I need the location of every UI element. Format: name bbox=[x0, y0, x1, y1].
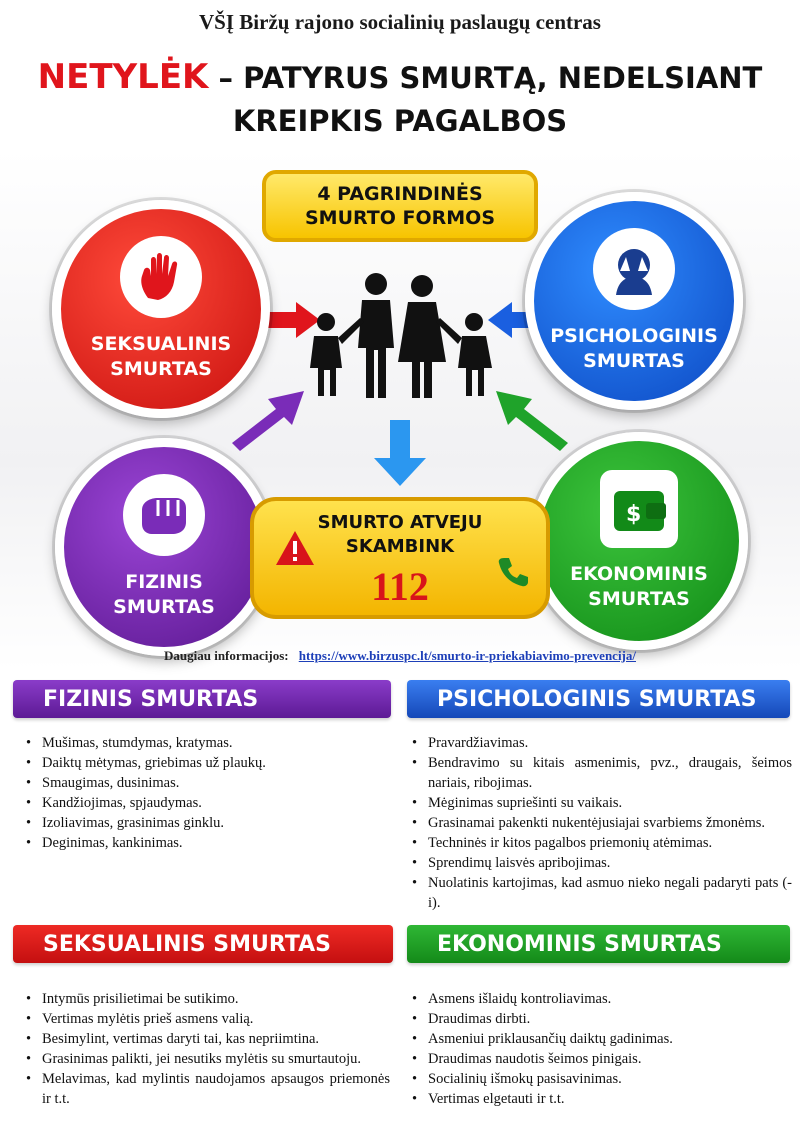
economic-list bbox=[408, 989, 788, 1109]
list-item: • Kandžiojimas, spjaudymas. bbox=[22, 793, 382, 813]
call-text-line-2: SKAMBINK bbox=[345, 536, 455, 557]
list-item: • Draudimas dirbti. bbox=[408, 1009, 788, 1029]
list-item: • Nuolatinis kartojimas, kad asmuo nieko negali padaryti pats (-i). bbox=[408, 873, 792, 913]
more-info-label: Daugiau informacijos: bbox=[164, 648, 289, 663]
headline-highlight: NETYLĖK bbox=[37, 57, 209, 97]
list-item: • Grasinamai pakenkti nukentėjusiajai svarbiems žmonėms. bbox=[408, 813, 792, 833]
list-item: • Grasinimas palikti, jei nesutiks mylėtis su smurtautoju. bbox=[22, 1049, 390, 1069]
physical-label-line-2: SMURTAS bbox=[113, 596, 215, 618]
list-item: • Mušimas, stumdymas, kratymas. bbox=[22, 733, 382, 753]
list-item: • Vertimas mylėtis prieš asmens valią. bbox=[22, 1009, 390, 1029]
headline-line-1: – PATYRUS SMURTĄ, NEDELSIANT bbox=[208, 61, 763, 95]
physical-violence-circle bbox=[55, 438, 273, 656]
list-item: • Pravardžiavimas. bbox=[408, 733, 792, 753]
list-item: • Socialinių išmokų pasisavinimas. bbox=[408, 1069, 788, 1089]
svg-text:$: $ bbox=[626, 502, 642, 527]
psych-label-line-2: SMURTAS bbox=[583, 350, 685, 372]
emergency-call-box bbox=[250, 497, 550, 619]
list-item: • Vertimas elgetauti ir t.t. bbox=[408, 1089, 788, 1109]
forms-banner-line-1: 4 PAGRINDINĖS bbox=[317, 183, 483, 205]
list-item: • Asmeniui priklausančių daiktų gadinimas. bbox=[408, 1029, 788, 1049]
psychological-violence-circle bbox=[525, 192, 743, 410]
headline bbox=[0, 58, 800, 140]
forms-banner-line-2: SMURTO FORMOS bbox=[304, 207, 496, 229]
list-item: • Intymūs prisilietimai be sutikimo. bbox=[22, 989, 390, 1009]
physical-list bbox=[22, 733, 382, 853]
list-item: • Sprendimų laisvės apribojimas. bbox=[408, 853, 792, 873]
more-info-line bbox=[0, 648, 800, 664]
fist-icon bbox=[123, 474, 205, 556]
sexual-label-line-2: SMURTAS bbox=[110, 358, 212, 380]
forms-banner bbox=[262, 170, 538, 242]
list-item: • Besimylint, vertimas daryti tai, kas nepriimtina. bbox=[22, 1029, 390, 1049]
economic-label-line-1: EKONOMINIS bbox=[570, 563, 708, 585]
call-text-line-1: SMURTO ATVEJU bbox=[317, 512, 483, 533]
sexual-list bbox=[22, 989, 390, 1109]
hand-icon bbox=[120, 236, 202, 318]
crying-face-icon bbox=[593, 228, 675, 310]
down-arrow-icon bbox=[372, 420, 428, 488]
sexual-violence-circle bbox=[52, 200, 270, 418]
economic-violence-circle bbox=[530, 432, 748, 650]
more-info-link[interactable]: https://www.birzuspc.lt/smurto-ir-priekabiavimo-prevencija/ bbox=[298, 648, 636, 663]
psych-label-line-1: PSICHOLOGINIS bbox=[550, 325, 718, 347]
psych-list bbox=[408, 733, 792, 913]
list-item: • Techninės ir kitos pagalbos priemonių atėmimas. bbox=[408, 833, 792, 853]
wallet-icon bbox=[600, 470, 678, 548]
organization-name: VŠĮ Biržų rajono socialinių paslaugų centras bbox=[199, 10, 601, 34]
list-item: • Mėginimas supriešinti su vaikais. bbox=[408, 793, 792, 813]
list-item: • Draudimas naudotis šeimos pinigais. bbox=[408, 1049, 788, 1069]
psych-section-header: PSICHOLOGINIS SMURTAS bbox=[407, 680, 790, 718]
sexual-label-line-1: SEKSUALINIS bbox=[90, 333, 232, 355]
phone-icon bbox=[496, 555, 530, 589]
economic-label-line-2: SMURTAS bbox=[588, 588, 690, 610]
headline-line-2: KREIPKIS PAGALBOS bbox=[232, 104, 568, 138]
economic-section-header: EKONOMINIS SMURTAS bbox=[407, 925, 790, 963]
list-item: • Melavimas, kad mylintis naudojamos apsaugos priemonės ir t.t. bbox=[22, 1069, 390, 1109]
family-icon bbox=[296, 270, 506, 400]
physical-section-header: FIZINIS SMURTAS bbox=[13, 680, 391, 718]
list-item: • Izoliavimas, grasinimas ginklu. bbox=[22, 813, 382, 833]
sexual-section-header: SEKSUALINIS SMURTAS bbox=[13, 925, 393, 963]
list-item: • Bendravimo su kitais asmenimis, pvz., draugais, šeimos nariais, ribojimas. bbox=[408, 753, 792, 793]
list-item: • Daiktų mėtymas, griebimas už plaukų. bbox=[22, 753, 382, 773]
list-item: • Smaugimas, dusinimas. bbox=[22, 773, 382, 793]
list-item: • Deginimas, kankinimas. bbox=[22, 833, 382, 853]
list-item: • Asmens išlaidų kontroliavimas. bbox=[408, 989, 788, 1009]
physical-label-line-1: FIZINIS bbox=[125, 571, 203, 593]
emergency-number: 112 bbox=[371, 564, 429, 609]
